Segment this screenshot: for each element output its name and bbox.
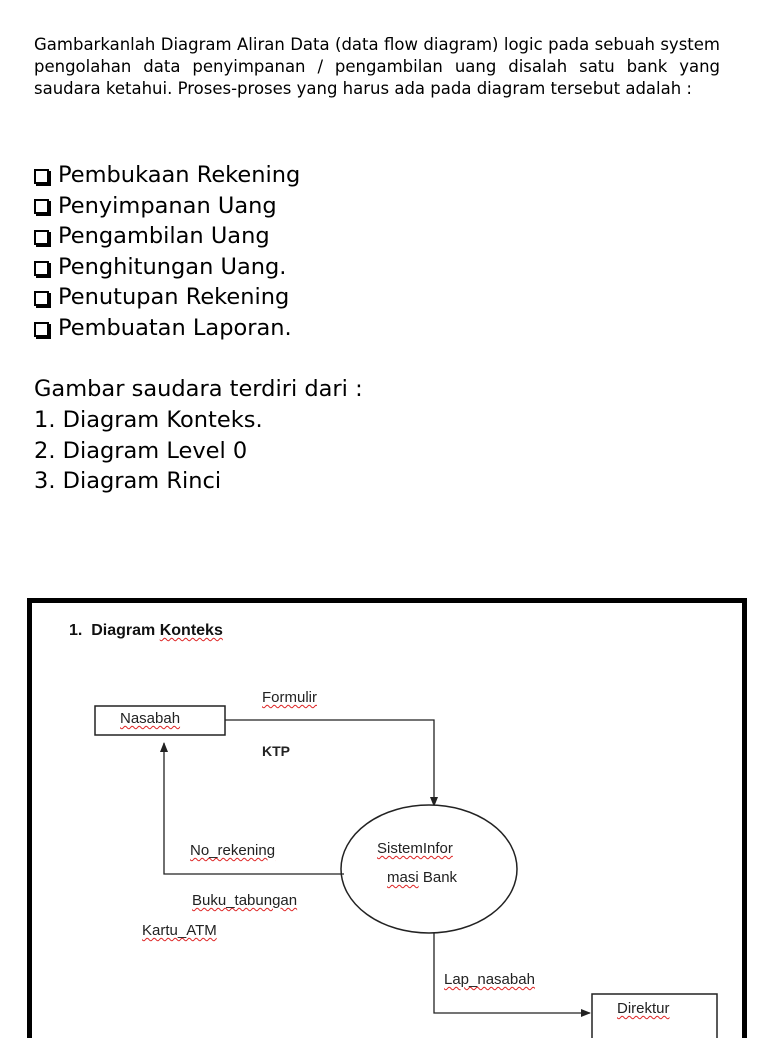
checkbox-icon [34,322,49,337]
deliverables-heading: Gambar saudara terdiri dari : [34,376,363,402]
process-label-line1: SistemInfor [377,840,453,857]
process-checklist [34,160,300,344]
checkbox-icon [34,261,49,276]
list-item: Pembuatan Laporan. [34,313,300,344]
diagram-lines [32,603,747,1038]
formulir-label: Formulir [262,689,317,706]
list-item: 2. Diagram Level 0 [34,437,248,464]
buku-tabungan-label: Buku_tabungan [192,892,298,909]
figure-title: 1. Diagram Konteks [69,622,223,639]
kartu-atm-label: Kartu_ATM [142,922,217,939]
checkbox-icon [34,230,49,245]
no-rekening-label: No_rekening [190,842,276,859]
checkbox-icon [34,291,49,306]
list-item: Pembukaan Rekening [34,160,300,191]
process-label-line2: masi Bank [387,869,458,886]
nasabah-label: Nasabah [120,710,181,727]
context-diagram-figure [27,598,747,1038]
deliverables-list [34,374,363,497]
list-item: Penutupan Rekening [34,282,300,313]
checkbox-icon [34,169,49,184]
list-item: Penghitungan Uang. [34,252,300,283]
list-item: Pengambilan Uang [34,221,300,252]
direktur-label: Direktur [617,1000,670,1017]
ktp-label: KTP [262,743,290,759]
list-item: 1. Diagram Konteks. [34,406,263,433]
assignment-intro: Gambarkanlah Diagram Aliran Data (data flow diagram) logic pada sebuah system pengolahan data penyimpanan / pengambilan uang disalah satu bank yang saudara ketahui. Proses-proses yang harus ada pada diagram tersebut adalah : [34,35,720,98]
checkbox-icon [34,199,49,214]
list-item: 3. Diagram Rinci [34,468,222,495]
lap-nasabah-label: Lap_nasabah [444,971,535,988]
formulir-flow-arrow [225,720,434,806]
list-item: Penyimpanan Uang [34,191,300,222]
